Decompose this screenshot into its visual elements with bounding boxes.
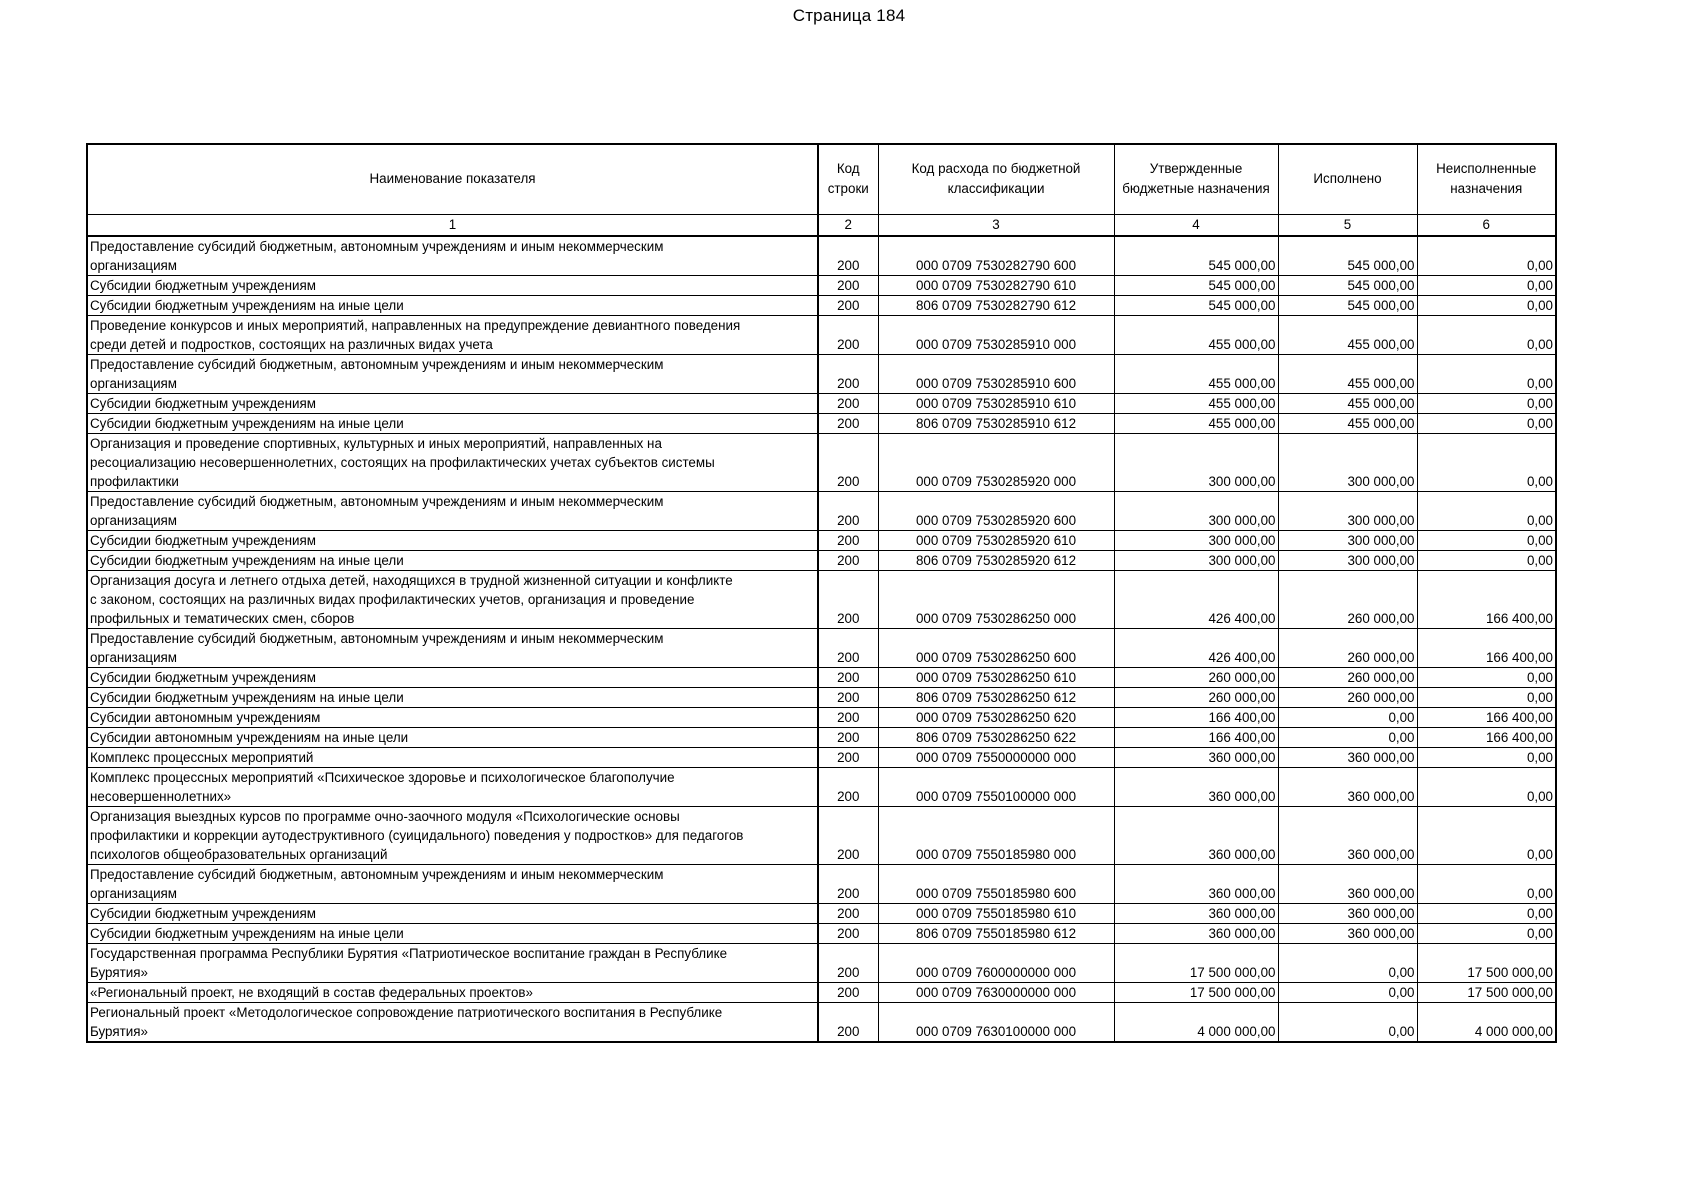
column-number: 4 [1114, 214, 1278, 236]
table-row [87, 923, 1556, 943]
column-header-unexecuted: Неисполненные назначения [1417, 144, 1556, 214]
row-name-cell: Субсидии автономным учреждениям на иные цели [87, 727, 818, 747]
row-executed-cell: 360 000,00 [1278, 903, 1417, 923]
row-executed-cell: 0,00 [1278, 982, 1417, 1002]
table-row [87, 667, 1556, 687]
row-name-cell: Предоставление субсидий бюджетным, автономным учреждениям и иным некоммерческим организациям [87, 491, 818, 530]
row-budget-code-cell: 000 0709 7530285920 000 [878, 433, 1114, 491]
row-line-code-cell: 200 [818, 295, 878, 315]
table-row [87, 1002, 1556, 1042]
row-budget-code-cell: 000 0709 7550185980 600 [878, 864, 1114, 903]
row-executed-cell: 260 000,00 [1278, 667, 1417, 687]
row-name-cell: Субсидии бюджетным учреждениям на иные цели [87, 295, 818, 315]
row-line-code-cell: 200 [818, 767, 878, 806]
column-number: 2 [818, 214, 878, 236]
row-name-cell: Субсидии бюджетным учреждениям на иные цели [87, 413, 818, 433]
row-budget-code-cell: 806 0709 7530286250 612 [878, 687, 1114, 707]
row-budget-code-cell: 000 0709 7630000000 000 [878, 982, 1114, 1002]
row-approved-cell: 360 000,00 [1114, 864, 1278, 903]
row-budget-code-cell: 000 0709 7600000000 000 [878, 943, 1114, 982]
column-header-budget-code: Код расхода по бюджетной классификации [878, 144, 1114, 214]
row-line-code-cell: 200 [818, 315, 878, 354]
row-executed-cell: 300 000,00 [1278, 433, 1417, 491]
row-name-cell: Предоставление субсидий бюджетным, автономным учреждениям и иным некоммерческим организациям [87, 628, 818, 667]
row-budget-code-cell: 000 0709 7550185980 610 [878, 903, 1114, 923]
row-unexecuted-cell: 0,00 [1417, 747, 1556, 767]
row-name-cell: Субсидии бюджетным учреждениям [87, 275, 818, 295]
table-row [87, 628, 1556, 667]
row-unexecuted-cell: 0,00 [1417, 864, 1556, 903]
row-approved-cell: 455 000,00 [1114, 413, 1278, 433]
row-unexecuted-cell: 0,00 [1417, 433, 1556, 491]
row-name-cell: Организация и проведение спортивных, культурных и иных мероприятий, направленных на ресоциализацию несовершеннолетних, состоящих на профилактических учетах субъектов системы профилактики [87, 433, 818, 491]
row-unexecuted-cell: 0,00 [1417, 275, 1556, 295]
row-budget-code-cell: 806 0709 7530286250 622 [878, 727, 1114, 747]
row-executed-cell: 360 000,00 [1278, 767, 1417, 806]
row-unexecuted-cell: 166 400,00 [1417, 727, 1556, 747]
row-line-code-cell: 200 [818, 275, 878, 295]
row-line-code-cell: 200 [818, 236, 878, 276]
row-executed-cell: 0,00 [1278, 707, 1417, 727]
table-row [87, 530, 1556, 550]
row-name-cell: Организация досуга и летнего отдыха детей, находящихся в трудной жизненной ситуации и конфликте с законом, состоящих на различных видах профилактических учетов, организация и проведение профильных и тематических смен, сборов [87, 570, 818, 628]
row-unexecuted-cell: 0,00 [1417, 667, 1556, 687]
row-approved-cell: 360 000,00 [1114, 747, 1278, 767]
row-approved-cell: 360 000,00 [1114, 767, 1278, 806]
table-row [87, 747, 1556, 767]
row-unexecuted-cell: 17 500 000,00 [1417, 943, 1556, 982]
row-name-cell: Субсидии бюджетным учреждениям [87, 903, 818, 923]
row-unexecuted-cell: 0,00 [1417, 923, 1556, 943]
row-unexecuted-cell: 0,00 [1417, 903, 1556, 923]
budget-execution-table [86, 143, 1557, 1043]
table-row [87, 433, 1556, 491]
table-row [87, 806, 1556, 864]
table-row [87, 295, 1556, 315]
row-unexecuted-cell: 0,00 [1417, 315, 1556, 354]
row-unexecuted-cell: 0,00 [1417, 413, 1556, 433]
row-unexecuted-cell: 166 400,00 [1417, 707, 1556, 727]
row-unexecuted-cell: 0,00 [1417, 767, 1556, 806]
table-row [87, 491, 1556, 530]
table-row [87, 570, 1556, 628]
row-approved-cell: 260 000,00 [1114, 667, 1278, 687]
table-row [87, 864, 1556, 903]
row-name-cell: Комплекс процессных мероприятий [87, 747, 818, 767]
row-approved-cell: 360 000,00 [1114, 923, 1278, 943]
table-row [87, 275, 1556, 295]
column-header-approved: Утвержденные бюджетные назначения [1114, 144, 1278, 214]
row-line-code-cell: 200 [818, 707, 878, 727]
row-budget-code-cell: 806 0709 7550185980 612 [878, 923, 1114, 943]
row-budget-code-cell: 000 0709 7530286250 620 [878, 707, 1114, 727]
row-approved-cell: 545 000,00 [1114, 275, 1278, 295]
row-approved-cell: 455 000,00 [1114, 315, 1278, 354]
row-executed-cell: 455 000,00 [1278, 354, 1417, 393]
row-line-code-cell: 200 [818, 903, 878, 923]
row-line-code-cell: 200 [818, 530, 878, 550]
row-name-cell: Субсидии бюджетным учреждениям [87, 530, 818, 550]
row-executed-cell: 260 000,00 [1278, 570, 1417, 628]
row-line-code-cell: 200 [818, 864, 878, 903]
row-line-code-cell: 200 [818, 413, 878, 433]
row-name-cell: Организация выездных курсов по программе очно-заочного модуля «Психологические основы профилактики и коррекции аутодеструктивного (суицидального) поведения у подростков» для педагогов психологов общеобразовательных организаций [87, 806, 818, 864]
row-unexecuted-cell: 4 000 000,00 [1417, 1002, 1556, 1042]
row-approved-cell: 360 000,00 [1114, 806, 1278, 864]
row-approved-cell: 4 000 000,00 [1114, 1002, 1278, 1042]
row-approved-cell: 545 000,00 [1114, 236, 1278, 276]
row-line-code-cell: 200 [818, 806, 878, 864]
row-executed-cell: 260 000,00 [1278, 628, 1417, 667]
row-executed-cell: 455 000,00 [1278, 413, 1417, 433]
row-approved-cell: 360 000,00 [1114, 903, 1278, 923]
row-approved-cell: 260 000,00 [1114, 687, 1278, 707]
row-line-code-cell: 200 [818, 393, 878, 413]
table-row [87, 687, 1556, 707]
table-row [87, 767, 1556, 806]
row-budget-code-cell: 806 0709 7530285920 612 [878, 550, 1114, 570]
table-row [87, 393, 1556, 413]
row-approved-cell: 545 000,00 [1114, 295, 1278, 315]
column-number: 3 [878, 214, 1114, 236]
row-approved-cell: 300 000,00 [1114, 433, 1278, 491]
row-budget-code-cell: 000 0709 7530286250 000 [878, 570, 1114, 628]
table-row [87, 903, 1556, 923]
row-unexecuted-cell: 0,00 [1417, 295, 1556, 315]
row-line-code-cell: 200 [818, 491, 878, 530]
row-unexecuted-cell: 0,00 [1417, 550, 1556, 570]
row-line-code-cell: 200 [818, 628, 878, 667]
column-header-name: Наименование показателя [87, 144, 818, 214]
column-number: 6 [1417, 214, 1556, 236]
row-executed-cell: 0,00 [1278, 727, 1417, 747]
row-name-cell: Субсидии бюджетным учреждениям [87, 667, 818, 687]
row-line-code-cell: 200 [818, 550, 878, 570]
row-executed-cell: 360 000,00 [1278, 747, 1417, 767]
table-row [87, 550, 1556, 570]
page-title: Страница 184 [792, 6, 906, 25]
row-budget-code-cell: 000 0709 7530286250 600 [878, 628, 1114, 667]
row-approved-cell: 17 500 000,00 [1114, 982, 1278, 1002]
row-executed-cell: 360 000,00 [1278, 806, 1417, 864]
row-line-code-cell: 200 [818, 433, 878, 491]
row-name-cell: Предоставление субсидий бюджетным, автономным учреждениям и иным некоммерческим организациям [87, 864, 818, 903]
row-budget-code-cell: 000 0709 7630100000 000 [878, 1002, 1114, 1042]
row-approved-cell: 455 000,00 [1114, 393, 1278, 413]
row-line-code-cell: 200 [818, 570, 878, 628]
table-row [87, 982, 1556, 1002]
table-body [87, 236, 1556, 1042]
row-line-code-cell: 200 [818, 982, 878, 1002]
row-budget-code-cell: 000 0709 7530285910 600 [878, 354, 1114, 393]
row-name-cell: Комплекс процессных мероприятий «Психическое здоровье и психологическое благополучие несовершеннолетних» [87, 767, 818, 806]
row-unexecuted-cell: 166 400,00 [1417, 628, 1556, 667]
row-executed-cell: 260 000,00 [1278, 687, 1417, 707]
row-line-code-cell: 200 [818, 354, 878, 393]
column-number: 5 [1278, 214, 1417, 236]
column-number-row [87, 214, 1556, 236]
table-row [87, 707, 1556, 727]
row-executed-cell: 0,00 [1278, 943, 1417, 982]
row-approved-cell: 166 400,00 [1114, 707, 1278, 727]
table-row [87, 413, 1556, 433]
row-unexecuted-cell: 0,00 [1417, 491, 1556, 530]
row-executed-cell: 300 000,00 [1278, 491, 1417, 530]
row-executed-cell: 360 000,00 [1278, 923, 1417, 943]
row-unexecuted-cell: 0,00 [1417, 236, 1556, 276]
row-line-code-cell: 200 [818, 667, 878, 687]
row-line-code-cell: 200 [818, 943, 878, 982]
row-name-cell: Региональный проект «Методологическое сопровождение патриотического воспитания в Республике Бурятия» [87, 1002, 818, 1042]
row-name-cell: Субсидии бюджетным учреждениям на иные цели [87, 687, 818, 707]
column-header-executed: Исполнено [1278, 144, 1417, 214]
table-row [87, 236, 1556, 276]
row-name-cell: Предоставление субсидий бюджетным, автономным учреждениям и иным некоммерческим организациям [87, 236, 818, 276]
row-name-cell: Предоставление субсидий бюджетным, автономным учреждениям и иным некоммерческим организациям [87, 354, 818, 393]
row-name-cell: Проведение конкурсов и иных мероприятий, направленных на предупреждение девиантного поведения среди детей и подростков, состоящих на различных видах учета [87, 315, 818, 354]
row-name-cell: Субсидии автономным учреждениям [87, 707, 818, 727]
table-header-row [87, 144, 1556, 214]
row-unexecuted-cell: 0,00 [1417, 806, 1556, 864]
row-budget-code-cell: 000 0709 7530285910 000 [878, 315, 1114, 354]
row-budget-code-cell: 000 0709 7530285920 610 [878, 530, 1114, 550]
table-row [87, 727, 1556, 747]
row-line-code-cell: 200 [818, 727, 878, 747]
table-row [87, 943, 1556, 982]
row-budget-code-cell: 000 0709 7530285920 600 [878, 491, 1114, 530]
row-unexecuted-cell: 0,00 [1417, 354, 1556, 393]
row-name-cell: Государственная программа Республики Бурятия «Патриотическое воспитание граждан в Республике Бурятия» [87, 943, 818, 982]
row-executed-cell: 455 000,00 [1278, 393, 1417, 413]
row-line-code-cell: 200 [818, 687, 878, 707]
row-budget-code-cell: 806 0709 7530285910 612 [878, 413, 1114, 433]
row-unexecuted-cell: 0,00 [1417, 393, 1556, 413]
row-approved-cell: 300 000,00 [1114, 550, 1278, 570]
table-row [87, 354, 1556, 393]
row-budget-code-cell: 000 0709 7530285910 610 [878, 393, 1114, 413]
row-approved-cell: 300 000,00 [1114, 530, 1278, 550]
row-name-cell: «Региональный проект, не входящий в состав федеральных проектов» [87, 982, 818, 1002]
row-name-cell: Субсидии бюджетным учреждениям [87, 393, 818, 413]
row-unexecuted-cell: 17 500 000,00 [1417, 982, 1556, 1002]
row-executed-cell: 360 000,00 [1278, 864, 1417, 903]
row-budget-code-cell: 000 0709 7550185980 000 [878, 806, 1114, 864]
row-unexecuted-cell: 0,00 [1417, 687, 1556, 707]
row-budget-code-cell: 000 0709 7530282790 610 [878, 275, 1114, 295]
row-budget-code-cell: 000 0709 7530286250 610 [878, 667, 1114, 687]
row-budget-code-cell: 000 0709 7550000000 000 [878, 747, 1114, 767]
row-line-code-cell: 200 [818, 923, 878, 943]
row-unexecuted-cell: 166 400,00 [1417, 570, 1556, 628]
column-number: 1 [87, 214, 818, 236]
row-approved-cell: 300 000,00 [1114, 491, 1278, 530]
row-unexecuted-cell: 0,00 [1417, 530, 1556, 550]
row-executed-cell: 545 000,00 [1278, 295, 1417, 315]
row-executed-cell: 0,00 [1278, 1002, 1417, 1042]
row-executed-cell: 545 000,00 [1278, 275, 1417, 295]
row-approved-cell: 426 400,00 [1114, 628, 1278, 667]
row-executed-cell: 300 000,00 [1278, 530, 1417, 550]
column-header-line-code: Код строки [818, 144, 878, 214]
row-approved-cell: 166 400,00 [1114, 727, 1278, 747]
row-executed-cell: 455 000,00 [1278, 315, 1417, 354]
row-budget-code-cell: 806 0709 7530282790 612 [878, 295, 1114, 315]
row-name-cell: Субсидии бюджетным учреждениям на иные цели [87, 550, 818, 570]
row-approved-cell: 17 500 000,00 [1114, 943, 1278, 982]
table-row [87, 315, 1556, 354]
row-budget-code-cell: 000 0709 7550100000 000 [878, 767, 1114, 806]
row-executed-cell: 300 000,00 [1278, 550, 1417, 570]
row-approved-cell: 426 400,00 [1114, 570, 1278, 628]
row-approved-cell: 455 000,00 [1114, 354, 1278, 393]
row-line-code-cell: 200 [818, 747, 878, 767]
row-executed-cell: 545 000,00 [1278, 236, 1417, 276]
row-budget-code-cell: 000 0709 7530282790 600 [878, 236, 1114, 276]
row-line-code-cell: 200 [818, 1002, 878, 1042]
row-name-cell: Субсидии бюджетным учреждениям на иные цели [87, 923, 818, 943]
